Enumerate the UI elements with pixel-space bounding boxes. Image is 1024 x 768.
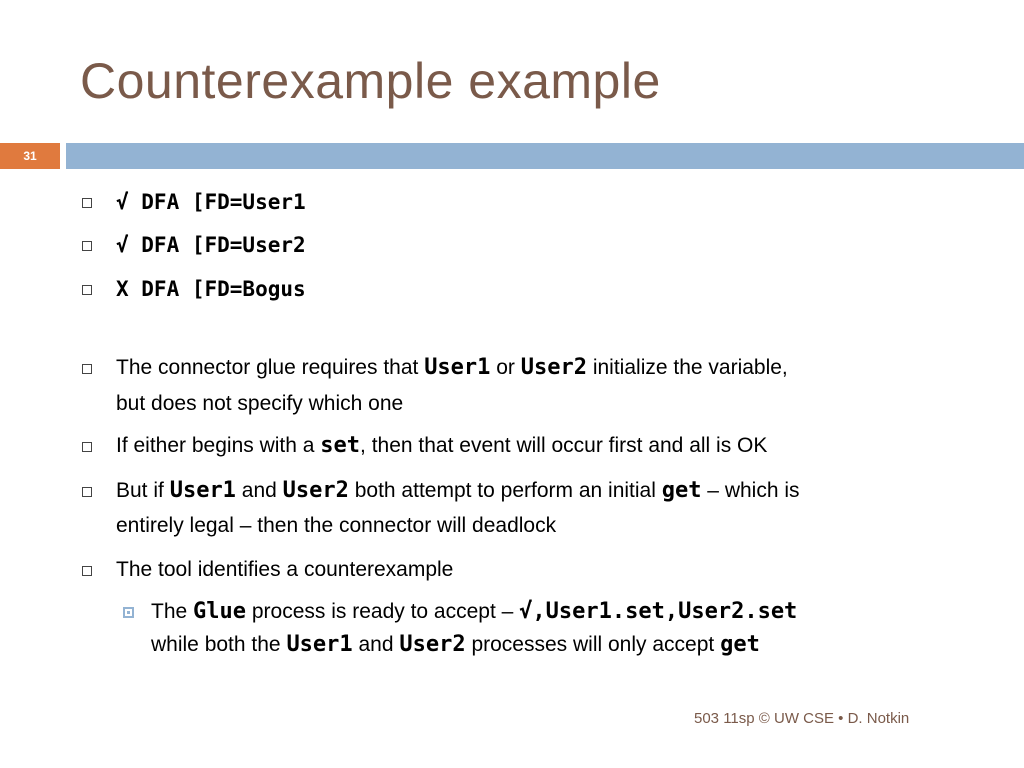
code-user1: User1 [424,355,491,380]
code-set: set [320,433,361,458]
text: processes will only accept [465,633,721,656]
header-band [66,143,1024,169]
code-user2: User2 [520,355,587,380]
text: initialize the variable, [587,356,788,379]
bullet-icon [82,442,92,452]
text: and [235,479,283,502]
bullet-icon [82,198,92,208]
bullet-dfa-user1: √ DFA [FD=User1 [116,190,306,214]
bullet-icon [82,566,92,576]
code-trace: √,User1.set,User2.set [519,599,798,624]
code-get: get [720,632,760,657]
sub-bullet-icon [123,607,134,618]
code-user2: User2 [399,632,466,657]
bullet-deadlock-cont: entirely legal – then the connector will deadlock [116,514,557,537]
text: – which is [701,479,800,502]
text: If either begins with a [116,434,321,457]
slide-number: 31 [23,149,37,163]
bullet-either-begins [116,432,767,460]
code-user1: User1 [169,478,236,503]
slide-number-badge [0,143,60,169]
text: while both the [151,633,287,656]
bullet-icon [82,285,92,295]
text: , then that event will occur first and all is OK [360,434,768,457]
text: process is ready to accept – [246,600,520,623]
code-user1: User1 [286,632,353,657]
text: and [352,633,400,656]
text: The [151,600,194,623]
text: But if [116,479,170,502]
bullet-connector-glue [116,354,788,382]
bullet-dfa-user2: √ DFA [FD=User2 [116,233,306,257]
bullet-deadlock [116,477,800,505]
slide-title: Counterexample example [80,53,661,109]
bullet-icon [82,241,92,251]
bullet-icon [82,364,92,374]
bullet-dfa-bogus: X DFA [FD=Bogus [116,277,306,301]
bullet-icon [82,487,92,497]
text: both attempt to perform an initial [348,479,662,502]
sub-bullet-glue-cont [151,631,760,659]
code-glue: Glue [193,599,247,624]
code-get: get [661,478,702,503]
text: The connector glue requires that [116,356,425,379]
bullet-connector-glue-cont: but does not specify which one [116,392,404,415]
sub-bullet-glue [151,598,797,626]
code-user2: User2 [282,478,349,503]
bullet-counterexample: The tool identifies a counterexample [116,558,454,581]
slide-footer: 503 11sp © UW CSE • D. Notkin [694,710,910,727]
text: or [490,356,521,379]
